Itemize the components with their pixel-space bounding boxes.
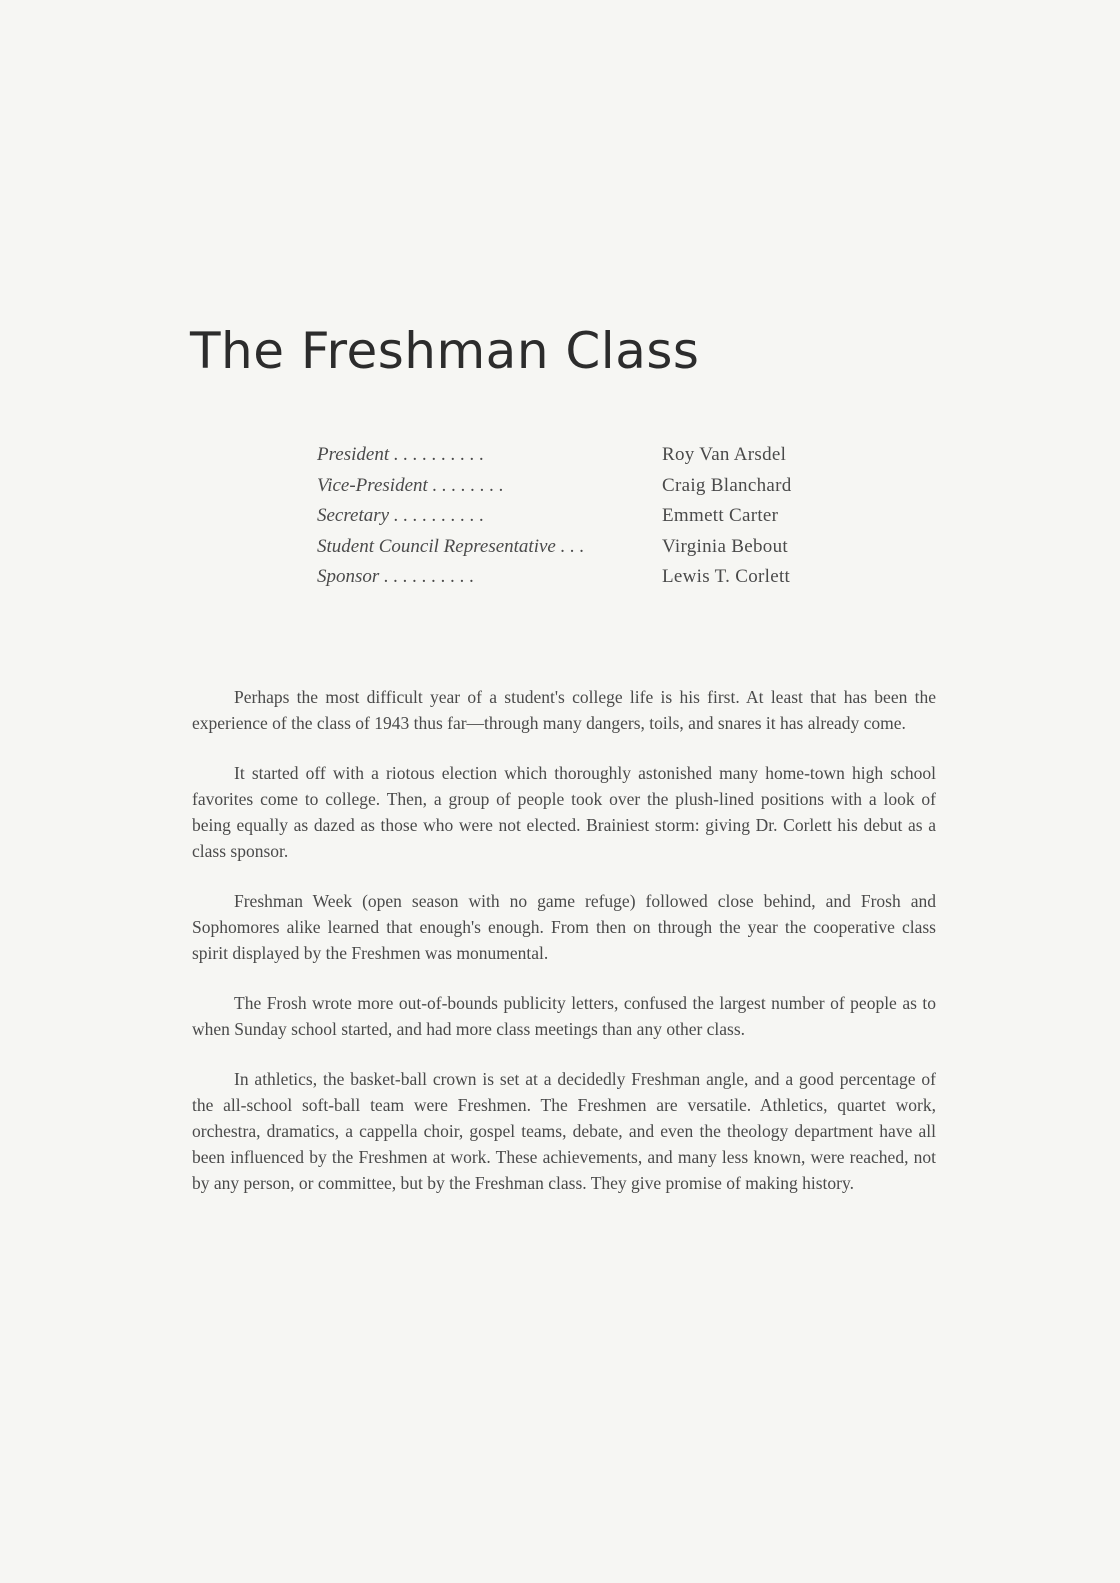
paragraph: Perhaps the most difficult year of a student's college life is his first. At least that has been the experience of the class of 1943 thus far—through many dangers, toils, and snares it has already come. (192, 687, 936, 733)
officer-row (317, 566, 817, 597)
officer-row (317, 444, 817, 475)
paragraph: In athletics, the basket-ball crown is set at a decidedly Freshman angle, and a good percentage of the all-school soft-ball team were Freshmen. The Freshmen are versatile. Athletics, quartet work, orchestra, dramatics, a cappella choir, gospel teams, debate, and even the theology department have all been influenced by the Freshmen at work. These achievements, and many less known, were reached, not by any person, or committee, but by the Freshman class. They give promise of making history. (192, 1069, 936, 1193)
officer-role: Vice-President . . . . . . . . (317, 474, 504, 496)
paragraph: The Frosh wrote more out-of-bounds publicity letters, confused the largest number of people as to when Sunday school started, and had more class meetings than any other class. (192, 993, 936, 1039)
officer-row (317, 536, 817, 567)
paragraph: It started off with a riotous election which thoroughly astonished many home-town high school favorites come to college. Then, a group of people took over the plush-lined positions with a look of being equally as dazed as those who were not elected. Brainiest storm: giving Dr. Corlett his debut as a class sponsor. (192, 763, 936, 861)
officer-name: Emmett Carter (662, 505, 779, 526)
officer-name: Lewis T. Corlett (662, 566, 791, 587)
officer-name: Roy Van Arsdel (662, 444, 787, 465)
officer-role: President . . . . . . . . . . (317, 444, 485, 465)
officer-row (317, 475, 817, 506)
officer-role: Secretary . . . . . . . . . . (317, 505, 485, 526)
article-body (192, 684, 936, 1220)
officer-name: Virginia Bebout (662, 535, 788, 557)
officer-row (317, 505, 817, 536)
officer-role: Sponsor . . . . . . . . . . (317, 566, 475, 587)
officer-list (317, 444, 817, 597)
officer-name: Craig Blanchard (662, 474, 792, 496)
page-title: The Freshman Class (190, 322, 700, 380)
officer-role: Student Council Representative . . . (317, 535, 585, 557)
paragraph: Freshman Week (open season with no game refuge) followed close behind, and Frosh and Sophomores alike learned that enough's enough. From then on through the year the cooperative class spirit displayed by the Freshmen was monumental. (192, 891, 936, 963)
